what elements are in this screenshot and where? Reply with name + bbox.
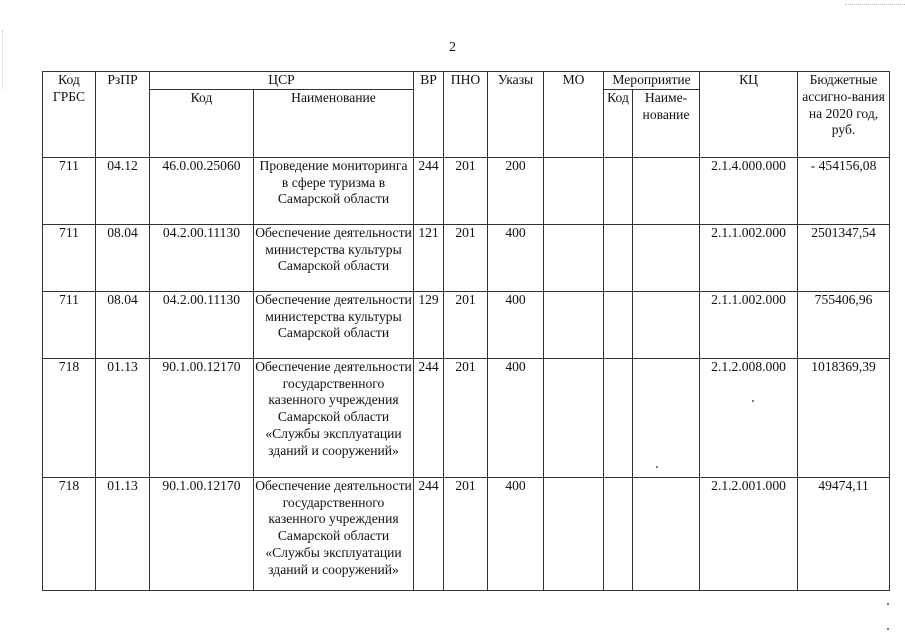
cell-rzpr: 08.04 [96, 224, 150, 291]
cell-kod-grbs: 718 [43, 358, 96, 477]
cell-rzpr: 01.13 [96, 477, 150, 590]
scan-speck [887, 628, 889, 630]
budget-table [42, 71, 890, 591]
header-budget: Бюджетные ассигно-вания на 2020 год, руб. [798, 72, 890, 158]
cell-mer-kod [604, 157, 633, 224]
cell-pno: 201 [444, 477, 488, 590]
header-ukazy: Указы [488, 72, 544, 158]
cell-csr-kod: 90.1.00.12170 [150, 477, 254, 590]
cell-csr-kod: 90.1.00.12170 [150, 358, 254, 477]
cell-mer-naim [633, 477, 700, 590]
cell-pno: 201 [444, 157, 488, 224]
cell-mo [544, 358, 604, 477]
cell-amount: 49474,11 [798, 477, 890, 590]
cell-pno: 201 [444, 358, 488, 477]
scan-artifact-top [845, 4, 905, 6]
cell-rzpr: 08.04 [96, 291, 150, 358]
cell-ukazy: 400 [488, 358, 544, 477]
cell-naim: Обеспечение деятельности государственного казенного учреждения Самарской области «Службы эксплуатации зданий и сооружений» [254, 477, 414, 590]
cell-ukazy: 400 [488, 224, 544, 291]
cell-mer-naim [633, 157, 700, 224]
cell-vr: 129 [414, 291, 444, 358]
cell-mo [544, 477, 604, 590]
cell-amount: 1018369,39 [798, 358, 890, 477]
cell-kod-grbs: 711 [43, 291, 96, 358]
scan-speck [887, 603, 889, 605]
cell-ukazy: 400 [488, 291, 544, 358]
header-vr: ВР [414, 72, 444, 158]
table-row [43, 157, 890, 224]
header-row-1 [43, 72, 890, 90]
cell-vr: 121 [414, 224, 444, 291]
header-mer-naim: Наиме-нование [633, 89, 700, 157]
cell-mo [544, 157, 604, 224]
cell-rzpr: 01.13 [96, 358, 150, 477]
cell-naim: Обеспечение деятельности министерства культуры Самарской области [254, 224, 414, 291]
header-kod-grbs: Код ГРБС [43, 72, 96, 158]
header-meropriyatie: Мероприятие [604, 72, 700, 90]
header-csr-kod: Код [150, 89, 254, 157]
cell-vr: 244 [414, 358, 444, 477]
cell-kc: 2.1.1.002.000 [700, 291, 798, 358]
cell-kod-grbs: 711 [43, 224, 96, 291]
header-csr: ЦСР [150, 72, 414, 90]
cell-vr: 244 [414, 157, 444, 224]
cell-mer-naim [633, 291, 700, 358]
table-row [43, 358, 890, 477]
scan-speck [752, 400, 754, 402]
cell-mo [544, 224, 604, 291]
cell-mer-naim [633, 358, 700, 477]
cell-csr-kod: 46.0.00.25060 [150, 157, 254, 224]
cell-rzpr: 04.12 [96, 157, 150, 224]
header-kc: КЦ [700, 72, 798, 158]
page-number: 2 [449, 40, 456, 55]
cell-mer-kod [604, 358, 633, 477]
cell-mer-kod [604, 477, 633, 590]
scan-speck [656, 466, 658, 468]
table-row [43, 477, 890, 590]
cell-ukazy: 200 [488, 157, 544, 224]
header-pno: ПНО [444, 72, 488, 158]
cell-vr: 244 [414, 477, 444, 590]
cell-pno: 201 [444, 291, 488, 358]
cell-kod-grbs: 718 [43, 477, 96, 590]
cell-kod-grbs: 711 [43, 157, 96, 224]
cell-kc: 2.1.4.000.000 [700, 157, 798, 224]
header-csr-naim: Наименование [254, 89, 414, 157]
table-row [43, 224, 890, 291]
cell-ukazy: 400 [488, 477, 544, 590]
header-mer-kod: Код [604, 89, 633, 157]
cell-naim: Обеспечение деятельности министерства культуры Самарской области [254, 291, 414, 358]
cell-csr-kod: 04.2.00.11130 [150, 224, 254, 291]
cell-kc: 2.1.1.002.000 [700, 224, 798, 291]
table-row [43, 291, 890, 358]
cell-mer-kod [604, 291, 633, 358]
header-mo: МО [544, 72, 604, 158]
cell-mo [544, 291, 604, 358]
cell-csr-kod: 04.2.00.11130 [150, 291, 254, 358]
cell-amount: - 454156,08 [798, 157, 890, 224]
cell-amount: 2501347,54 [798, 224, 890, 291]
cell-kc: 2.1.2.001.000 [700, 477, 798, 590]
cell-amount: 755406,96 [798, 291, 890, 358]
header-rzpr: РзПР [96, 72, 150, 158]
cell-pno: 201 [444, 224, 488, 291]
cell-naim: Обеспечение деятельности государственного казенного учреждения Самарской области «Службы эксплуатации зданий и сооружений» [254, 358, 414, 477]
cell-kc: 2.1.2.008.000 [700, 358, 798, 477]
cell-mer-kod [604, 224, 633, 291]
cell-mer-naim [633, 224, 700, 291]
cell-naim: Проведение мониторинга в сфере туризма в Самарской области [254, 157, 414, 224]
scan-artifact-left [2, 30, 4, 90]
